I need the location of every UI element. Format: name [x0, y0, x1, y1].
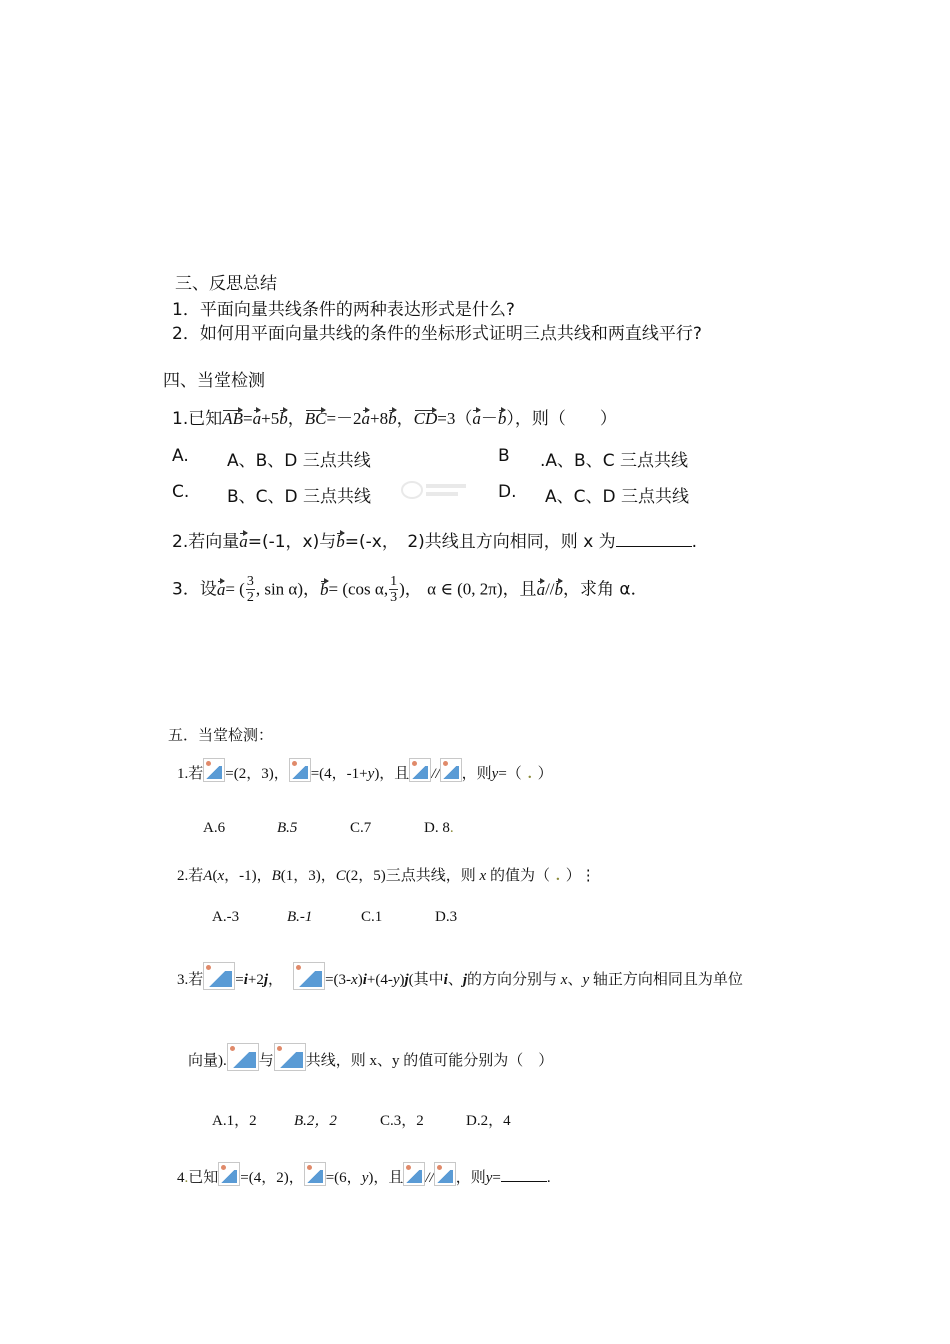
- p3-end: ，求角 α．: [563, 579, 648, 600]
- vector-a-image-icon: [203, 962, 235, 990]
- section5-heading: 五．当堂检测：: [168, 728, 274, 744]
- q3-j3: j: [462, 972, 468, 988]
- p1-plus5: +5: [261, 409, 280, 428]
- p1-plus8: +8: [370, 409, 389, 428]
- q4-val-b-open: =(6，: [325, 1170, 362, 1186]
- section5-question-3: [177, 962, 743, 990]
- q2-a-params: ，-1)，: [224, 868, 272, 884]
- q1-option-d-dot: .: [449, 820, 454, 836]
- p1-option-c-label: C.: [172, 482, 190, 502]
- p3-prefix: 3．设: [172, 579, 217, 600]
- q3-line2-with: 与: [258, 1053, 274, 1069]
- section4-problem-1: [172, 404, 617, 429]
- vector-a-3: a: [472, 409, 481, 428]
- p3-close: )，: [399, 579, 422, 599]
- p2-mid2: =(-x， 2)共线且方向相同，则 x 为: [344, 532, 616, 552]
- q1-tail-y: y: [491, 766, 499, 782]
- vector-b-2: b: [388, 409, 397, 428]
- vector-a-image-icon-2: [227, 1043, 259, 1071]
- q2-close: ）⋮: [565, 868, 596, 884]
- q3-j: j: [263, 972, 269, 988]
- p1-eq3: =3（: [437, 409, 473, 428]
- vector-a: a: [252, 409, 262, 428]
- fraction-1-3: [389, 574, 398, 605]
- section3-question-2: 2．如何用平面向量共线的条件的坐标形式证明三点共线和两直线平行?: [172, 324, 702, 344]
- q3-plus2: +2: [247, 972, 264, 988]
- q1-parallel: //: [431, 766, 440, 782]
- q3-mid1: ): [357, 972, 363, 988]
- q3-eq2: =(3-: [325, 972, 352, 988]
- q3-mid6: 、: [567, 972, 583, 988]
- q4-end: .: [546, 1170, 551, 1186]
- p3-mid: ，且: [502, 579, 537, 600]
- q1-option-b: B.5: [277, 820, 298, 836]
- q2-C: C: [335, 868, 346, 884]
- vector-a-image-icon: [218, 1162, 240, 1186]
- p1-option-b: .A、B、C 三点共线: [540, 451, 688, 471]
- q2-option-b: B.-1: [287, 909, 313, 925]
- vector-a-2: a: [536, 579, 546, 599]
- q3-comma: ，: [268, 972, 284, 988]
- q3-i3: i: [443, 972, 448, 988]
- q4-prefix: 4: [177, 1170, 185, 1186]
- vector-b-image-icon-2: [440, 758, 462, 782]
- vector-b-image-icon: [289, 758, 311, 782]
- q3-i2: i: [362, 972, 367, 988]
- q3-line2-prefix: 向量: [188, 1053, 219, 1069]
- q3-mid7: 轴正方向相同且为单位: [592, 972, 743, 988]
- q3-mid3: ): [399, 972, 405, 988]
- p1-option-a-label: A.: [172, 446, 189, 466]
- q3-mid4: (其中: [408, 972, 444, 988]
- q1-option-c: C.7: [350, 820, 372, 836]
- section4-problem-3: [172, 574, 648, 605]
- q1-tail: ，则: [461, 766, 492, 782]
- vector-b-image-icon: [304, 1162, 326, 1186]
- q3-y2: y: [582, 972, 590, 988]
- p3-eq-open: = (: [225, 579, 245, 599]
- vector-a-2: a: [361, 409, 371, 428]
- vector-b: b: [320, 579, 329, 599]
- q3-line2-dot: ).: [218, 1053, 227, 1069]
- p3-eq2-open: = (cos α,: [328, 579, 389, 599]
- p1-prefix: 1.已知: [172, 409, 223, 429]
- q3-option-d: D.2，4: [466, 1113, 511, 1129]
- section4-heading: 四、当堂检测: [163, 371, 265, 391]
- p1-comma-2: ，: [396, 409, 414, 429]
- q2-option-d: D.3: [435, 909, 458, 925]
- p1-tail: ），则（ ）: [506, 409, 617, 429]
- q1-val-b: =(4，-1+: [310, 766, 368, 782]
- section3-question-1: 1．平面向量共线条件的两种表达形式是什么?: [172, 300, 515, 320]
- section5-question-3-line-2: [188, 1043, 553, 1071]
- q1-close: ）: [537, 766, 553, 782]
- q2-option-c: C.1: [361, 909, 383, 925]
- q2-b-params: (1，3)，: [280, 868, 336, 884]
- p2-prefix: 2.若向量: [172, 532, 240, 552]
- vector-bc: BC: [304, 409, 327, 428]
- q1-option-d: [424, 820, 454, 837]
- section4-problem-2: [172, 527, 697, 552]
- q3-i: i: [243, 972, 248, 988]
- frac2-num: 1: [390, 574, 398, 589]
- q1-dot: .: [527, 766, 532, 782]
- q3-mid5: 的方向分别与: [467, 972, 558, 988]
- q4-y: y: [361, 1170, 369, 1186]
- q1-option-d-text: D. 8: [424, 820, 450, 836]
- vector-b-3: b: [497, 409, 507, 428]
- q4-tail: ，则: [455, 1170, 486, 1186]
- section5-question-1: [177, 758, 553, 783]
- q2-x: x: [217, 868, 225, 884]
- q4-val-a: =(4，2)，: [240, 1170, 304, 1186]
- p1-comma: ，: [287, 409, 305, 429]
- q2-option-a: A.-3: [212, 909, 240, 925]
- q2-B: B: [271, 868, 281, 884]
- q4-prefix-dot: .: [184, 1170, 189, 1186]
- q3-option-b: B.2，2: [294, 1113, 337, 1129]
- q4-val-b-close: )，且: [368, 1170, 404, 1186]
- p1-option-a: A、B、D 三点共线: [227, 451, 371, 471]
- q4-tail-eq: =: [492, 1170, 501, 1186]
- q3-eq1: =: [235, 972, 244, 988]
- q3-x: x: [351, 972, 358, 988]
- q1-y: y: [367, 766, 375, 782]
- vector-a-image-icon-2: [409, 758, 431, 782]
- vector-a: a: [216, 579, 226, 599]
- q2-dot: .: [555, 868, 560, 884]
- vector-b: b: [336, 532, 345, 551]
- vector-a: a: [239, 532, 248, 551]
- vector-b-2: b: [554, 579, 564, 599]
- q1-val-b-end: )，且: [374, 766, 410, 782]
- q3-line2-tail: 共线，则 x、y 的值可能分别为（ ）: [305, 1053, 554, 1069]
- fraction-3-2: [246, 574, 255, 605]
- q3-prefix: 3.若: [177, 972, 204, 988]
- watermark-logo-icon: [400, 478, 470, 502]
- q1-tail-end: =（: [498, 766, 522, 782]
- p1-option-d-label: D.: [498, 482, 517, 502]
- q1-prefix: 1.若: [177, 766, 204, 782]
- q2-tail: 的值为（: [489, 868, 550, 884]
- q2-a-open: (: [212, 868, 218, 884]
- q3-j2: j: [404, 972, 409, 988]
- q4-parallel: //: [425, 1170, 434, 1186]
- vector-b-image-icon-2: [434, 1162, 456, 1186]
- q3-sep: 、: [447, 972, 463, 988]
- section3-heading: 三、反思总结: [175, 274, 277, 294]
- q3-x2: x: [560, 972, 568, 988]
- q1-option-a: A.6: [203, 820, 226, 836]
- p1-option-d: A、C、D 三点共线: [545, 487, 689, 507]
- p1-minus: －: [480, 409, 498, 428]
- q3-option-c: C.3，2: [380, 1113, 424, 1129]
- vector-a-image-icon: [203, 758, 225, 782]
- q2-A: A: [203, 868, 213, 884]
- q4-tail-y: y: [485, 1170, 493, 1186]
- q4-known: 已知: [188, 1170, 219, 1186]
- answer-blank[interactable]: [616, 546, 692, 547]
- vector-b: b: [279, 409, 288, 428]
- vector-b-image-icon-2: [274, 1043, 306, 1071]
- vector-b-image-icon: [293, 962, 325, 990]
- p1-option-c: B、C、D 三点共线: [227, 487, 372, 507]
- q2-c-params: (2，5)三点共线，则: [345, 868, 476, 884]
- section5-question-4: [177, 1162, 551, 1187]
- vector-ab: AB: [222, 409, 244, 428]
- frac1-den: 2: [246, 590, 254, 605]
- q3-y: y: [392, 972, 400, 988]
- p1-eq2: =－2: [326, 409, 362, 428]
- q3-mid2: +(4-: [366, 972, 393, 988]
- frac2-den: 3: [390, 590, 398, 605]
- p2-end: .: [691, 532, 698, 552]
- q1-val-a: =(2，3)，: [225, 766, 289, 782]
- answer-blank[interactable]: [501, 1181, 547, 1182]
- section5-question-2: [177, 864, 596, 885]
- p2-mid1: =(-1，x)与: [247, 532, 337, 552]
- q3-option-a: A.1，2: [212, 1113, 257, 1129]
- q2-x2: x: [479, 868, 487, 884]
- q2-prefix: 2.若: [177, 868, 204, 884]
- p3-sin: , sin α)，: [255, 579, 320, 599]
- p1-eq1: =: [243, 409, 253, 428]
- p3-parallel: //: [545, 579, 555, 599]
- frac1-num: 3: [246, 574, 254, 589]
- vector-a-image-icon-2: [403, 1162, 425, 1186]
- p1-option-b-label: B: [498, 446, 510, 466]
- vector-cd: CD: [413, 409, 438, 428]
- p3-alpha-range: α ∈ (0, 2π): [427, 579, 503, 599]
